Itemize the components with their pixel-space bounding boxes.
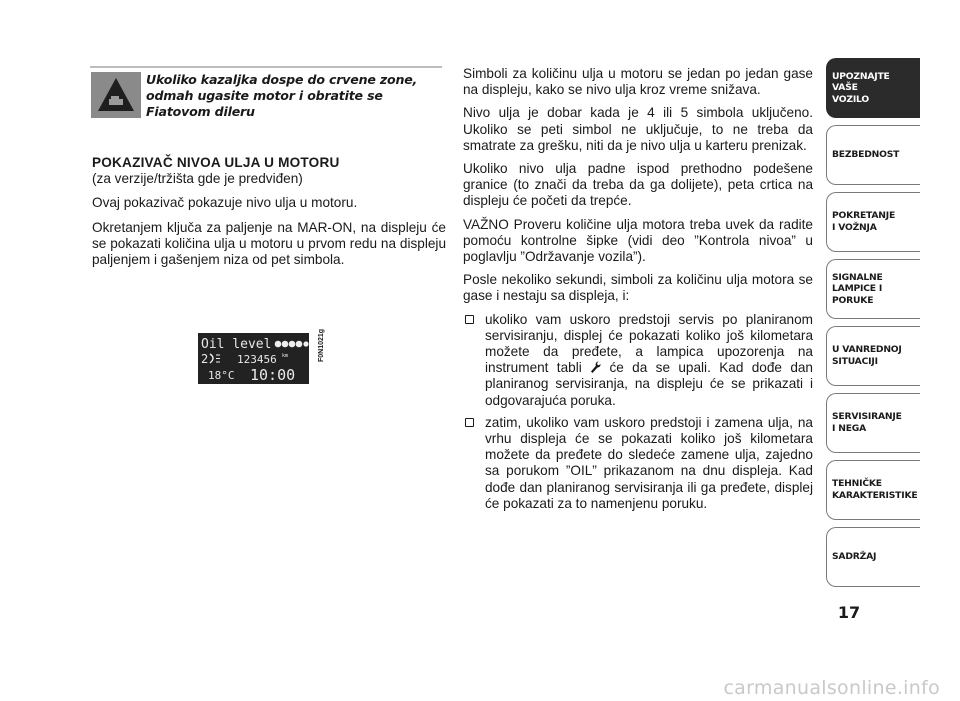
section-subheading: (za verzije/tržišta gde je predviđen) xyxy=(92,171,303,187)
tab-label: SADRŽAJ xyxy=(832,551,877,563)
checkbox-bullet-icon xyxy=(465,315,474,324)
right-column xyxy=(463,66,813,518)
display-gear: 2 xyxy=(201,352,209,366)
tab-label: POKRETANJE I VOŽNJA xyxy=(832,210,896,233)
tab-signalne-lampice[interactable] xyxy=(826,259,920,319)
checkbox-bullet-icon xyxy=(465,418,474,427)
tab-tehnicke-karakteristike[interactable] xyxy=(826,460,920,520)
oil-level-dot xyxy=(303,341,308,346)
left-column xyxy=(92,155,446,276)
chapter-tabs xyxy=(826,58,920,594)
tab-label: U VANREDNOJ SITUACIJI xyxy=(832,344,902,367)
bullet-service-text-a: ukoliko vam uskoro predstoji servis po planiranom servisiranju, displej će pokazati koliko još kilometara možete da pređete, a lampica upozorenja na instrument tabli xyxy=(485,311,813,376)
display-time: 10:00 xyxy=(250,366,296,384)
display-line1: Oil level xyxy=(201,337,272,352)
tab-label: SERVISIRANJE I NEGA xyxy=(832,411,902,434)
paragraph-symbols: Simboli za količinu ulja u motoru se jedan po jedan gase na displeju, kako se nivo ulja kroz vreme snižava. xyxy=(463,66,813,98)
tab-label: SIGNALNE LAMPICE I PORUKE xyxy=(832,271,883,306)
bullet-service-text-b: će da se upali. Kad dođe dan planiranog servisiranja, na displeju će se prikazati i odgovarajuća poruka. xyxy=(485,360,813,408)
display-temperature: 18°C xyxy=(208,369,235,382)
paragraph-intro: Ovaj pokazivač pokazuje nivo ulja u motoru. xyxy=(92,195,358,211)
tab-pokretanje-i-voznja[interactable] xyxy=(826,192,920,252)
figure-code: F0N1021g xyxy=(318,328,325,362)
warning-rule xyxy=(90,66,442,68)
bullet-list xyxy=(463,312,813,512)
warning-text: Ukoliko kazaljka dospe do crvene zone, odmah ugasite motor i obratite se Fiatovom dileru xyxy=(146,72,418,119)
list-item xyxy=(463,312,813,409)
display-odo-unit: km xyxy=(282,353,289,359)
tab-label: UPOZNAJTE VAŠE VOZILO xyxy=(832,70,890,105)
paragraph-ignition: Okretanjem ključa za paljenje na MAR-ON, na displeju će se pokazati količina ulja u motoru u prvom redu na displeju paljenjem i gašenjem niza od pet simbola. xyxy=(92,219,446,268)
paragraph-low-level: Ukoliko nivo ulja padne ispod prethodno podešene granice (to znači da treba da ga dolijete), peta crtica na displeju će početi da trepće. xyxy=(463,161,813,209)
oil-level-dot xyxy=(275,341,282,348)
tab-upoznajte-vase-vozilo[interactable] xyxy=(826,58,920,118)
paragraph-level-good: Nivo ulja je dobar kada je 4 ili 5 simbola uključeno. Ukoliko se peti simbol ne uključuje, to ne treba da smatrate za grešku, niti da je nivo ulja u karteru prenizak. xyxy=(463,105,813,153)
tab-u-vanrednoj-situaciji[interactable] xyxy=(826,326,920,386)
oil-level-dot xyxy=(282,341,289,348)
oil-level-dot xyxy=(296,341,303,348)
tab-label: BEZBEDNOST xyxy=(832,149,900,161)
tab-label: TEHNIČKE KARAKTERISTIKE xyxy=(832,478,918,501)
warning-triangle-icon xyxy=(96,76,136,114)
display-odometer: 123456 xyxy=(237,353,277,366)
tab-bezbednost[interactable] xyxy=(826,125,920,185)
tab-sadrzaj[interactable] xyxy=(826,527,920,587)
oil-level-dot xyxy=(289,341,296,348)
watermark: carmanualsonline.info xyxy=(723,677,940,699)
page-number: 17 xyxy=(837,603,861,622)
oil-level-display xyxy=(198,333,309,384)
wrench-icon xyxy=(590,361,601,374)
section-heading: POKAZIVAČ NIVOA ULJA U MOTORU xyxy=(92,155,340,170)
paragraph-after: Posle nekoliko sekundi, simboli za količinu ulja motora se gase i nestaju sa displeja, i: xyxy=(463,272,813,304)
bullet-oil-change-text: zatim, ukoliko vam uskoro predstoji i zamena ulja, na vrhu displeja će se pokazati koliko još kilometara možete da pređete do sledeće zamene ulja, zajedno sa porukom ”OIL” prikazanom na dnu displeja. Kad dođe dan planiranog servisiranja ili ga pređete, displej će pokazati za to namenjenu poruku. xyxy=(485,414,813,511)
list-item xyxy=(463,415,813,512)
paragraph-important: VAŽNO Proveru količine ulja motora treba uvek da radite pomoću kontrolne šipke (vidi deo ”Kontrola nivoa” u poglavlju ”Održavanje vozila”). xyxy=(463,216,813,265)
tab-servisiranje-i-nega[interactable] xyxy=(826,393,920,453)
